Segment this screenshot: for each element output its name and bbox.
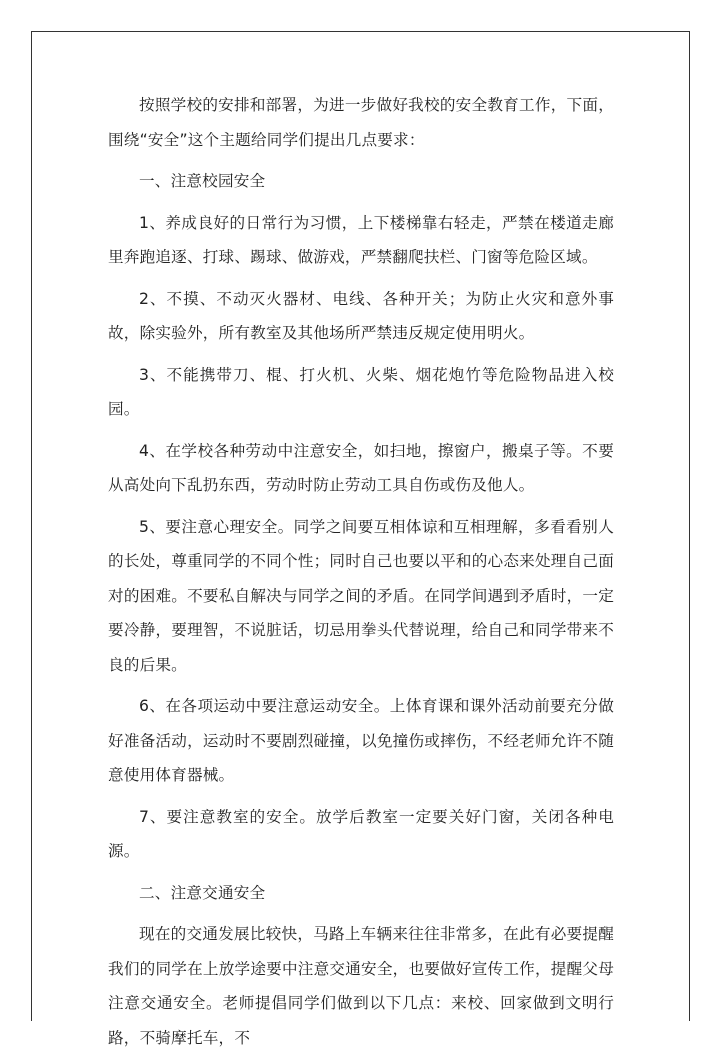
list-item-6: 6、在各项运动中要注意运动安全。上体育课和课外活动前要充分做好准备活动，运动时不要剧烈碰撞，以免撞伤或摔伤，不经老师允许不随意使用体育器械。 (108, 697, 614, 784)
list-item-5: 5、要注意心理安全。同学之间要互相体谅和互相理解，多看看别人的长处，尊重同学的不同个性；同时自己也要以平和的心态来处理自己面对的困难。不要私自解决与同学之间的矛盾。在同学间遇到矛盾时，一定要冷静，要理智，不说脏话，切忌用拳头代替说理，给自己和同学带来不良的后果。 (108, 517, 614, 674)
list-item-7: 7、要注意教室的安全。放学后教室一定要关好门窗，关闭各种电源。 (108, 807, 614, 860)
intro-paragraph: 按照学校的安排和部署，为进一步做好我校的安全教育工作，下面，围绕“安全”这个主题给同学们提出几点要求： (108, 96, 614, 149)
list-item-1: 1、养成良好的日常行为习惯，上下楼梯靠右轻走，严禁在楼道走廊里奔跑追逐、打球、踢球、做游戏，严禁翻爬扶栏、门窗等危险区域。 (108, 213, 614, 266)
traffic-paragraph: 现在的交通发展比较快，马路上车辆来往往非常多，在此有必要提醒我们的同学在上放学途要中注意交通安全，也要做好宣传工作，提醒父母注意交通安全。老师提倡同学们做到以下几点：来校、回家做到文明行路，不骑摩托车，不 (108, 925, 614, 1047)
list-item-2: 2、不摸、不动灭火器材、电线、各种开关；为防止火灾和意外事故，除实验外，所有教室及其他场所严禁违反规定使用明火。 (108, 289, 614, 342)
section-heading-campus-safety: 一、注意校园安全 (139, 172, 266, 190)
list-item-3: 3、不能携带刀、棍、打火机、火柴、烟花炮竹等危险物品进入校园。 (108, 365, 614, 418)
section-heading-traffic-safety: 二、注意交通安全 (139, 883, 266, 902)
list-item-4: 4、在学校各种劳动中注意安全，如扫地，擦窗户，搬桌子等。不要从高处向下乱扔东西，劳动时防止劳动工具自伤或伤及他人。 (108, 441, 614, 494)
document-body (108, 88, 614, 1062)
